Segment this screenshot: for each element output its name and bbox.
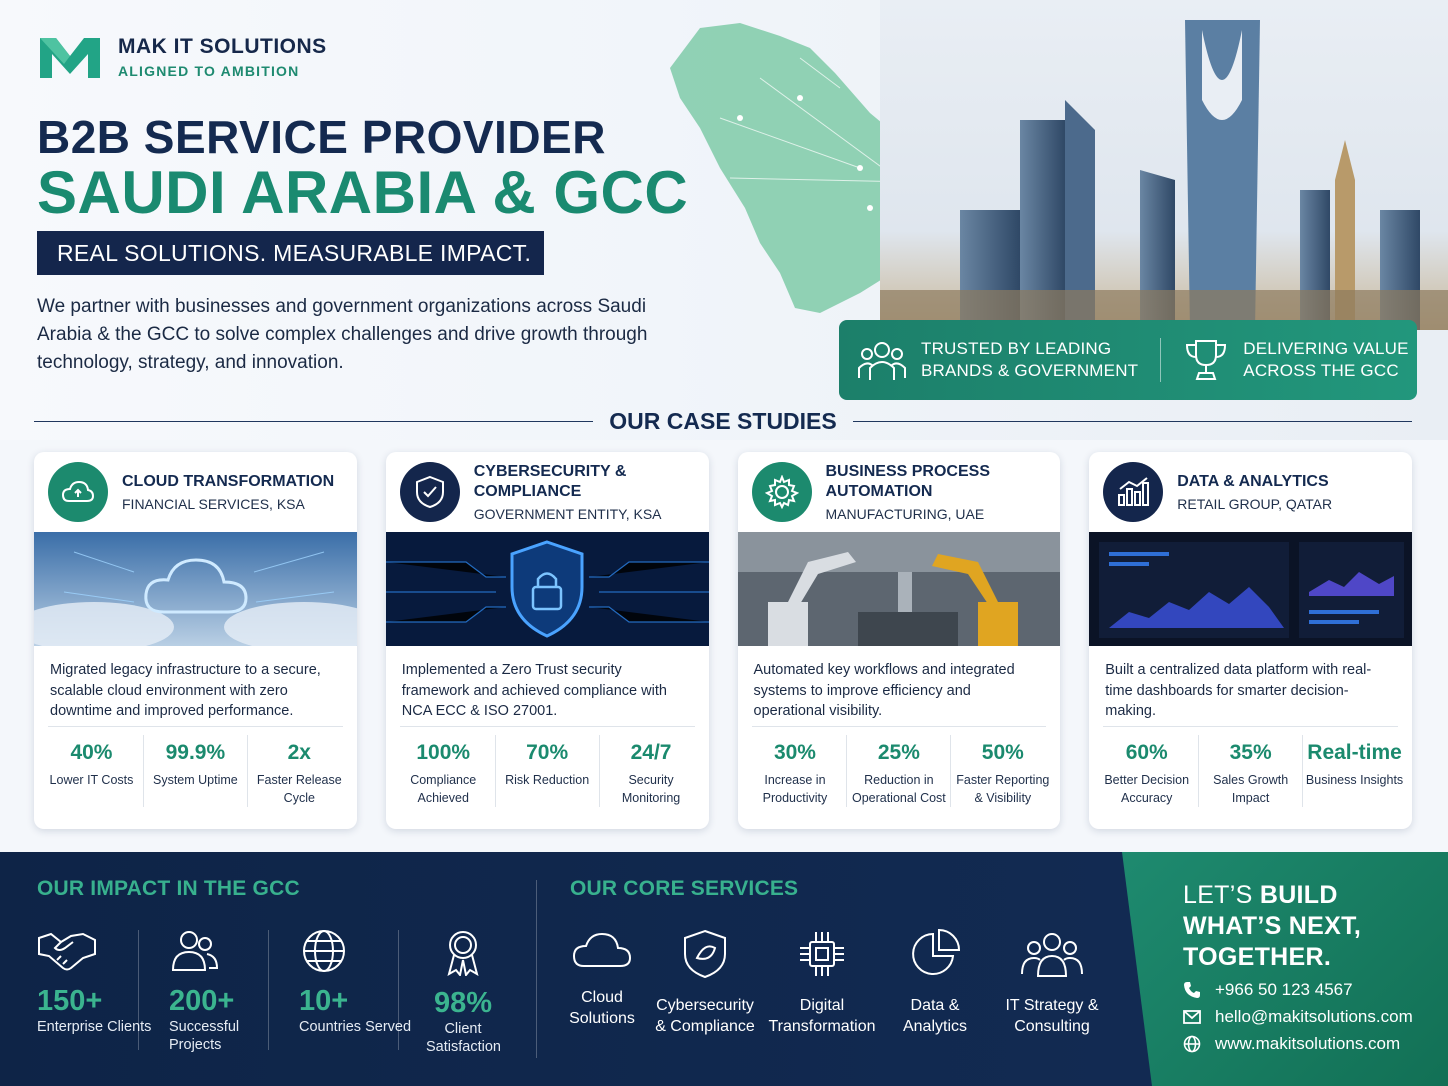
contact-phone[interactable] xyxy=(1183,980,1353,1000)
impact-divider xyxy=(138,930,139,1050)
trust-brands-line1: TRUSTED BY LEADING xyxy=(921,339,1112,358)
impact-item-satisfaction xyxy=(426,928,500,1056)
card-divider xyxy=(400,726,695,727)
people-group-icon xyxy=(857,338,907,382)
case-card-analytics[interactable] xyxy=(1089,452,1412,829)
card-icon-badge xyxy=(400,462,460,522)
stat-item xyxy=(40,735,143,807)
stat-item xyxy=(247,735,351,807)
service-label: Cloud Solutions xyxy=(569,989,635,1027)
brand-logo[interactable] xyxy=(36,32,327,82)
service-item-strategy[interactable] xyxy=(1000,928,1104,1037)
service-item-digital[interactable] xyxy=(768,928,876,1037)
case-card-cybersecurity[interactable] xyxy=(386,452,709,829)
card-icon-badge xyxy=(752,462,812,522)
trophy-icon xyxy=(1183,337,1229,383)
case-studies-title: OUR CASE STUDIES xyxy=(609,408,837,434)
case-card-automation[interactable] xyxy=(738,452,1061,829)
service-item-cloud[interactable] xyxy=(566,928,638,1029)
stat-label: Sales Growth Impact xyxy=(1213,773,1289,805)
trust-value-line2: ACROSS THE GCC xyxy=(1243,361,1399,380)
riyadh-skyline-illustration xyxy=(880,0,1448,330)
card-stats xyxy=(34,735,357,807)
stat-label: Reduction in Operational Cost xyxy=(851,773,946,805)
stat-value: 100% xyxy=(416,741,471,764)
hero-intro: We partner with businesses and government organizations across Saudi Arabia & the GCC to solve complex challenges and drive growth through technology, strategy, and innovation. xyxy=(37,296,648,373)
brand-name: MAK IT SOLUTIONS xyxy=(118,35,327,58)
cta-headline xyxy=(1183,880,1361,973)
impact-value: 150+ xyxy=(37,985,103,1017)
card-header xyxy=(34,452,357,532)
case-study-cards xyxy=(34,452,1412,829)
service-label: Data & Analytics xyxy=(902,997,968,1035)
card-stats xyxy=(386,735,709,807)
case-card-cloud[interactable] xyxy=(34,452,357,829)
stat-item xyxy=(1095,735,1198,807)
team-icon xyxy=(169,928,219,974)
impact-divider xyxy=(398,930,399,1050)
impact-title: OUR IMPACT IN THE GCC xyxy=(37,877,300,900)
trust-brands-line2: BRANDS & GOVERNMENT xyxy=(921,361,1139,380)
section-divider xyxy=(536,880,537,1058)
service-item-cybersecurity[interactable] xyxy=(650,928,760,1037)
card-stats xyxy=(1089,735,1412,807)
trust-divider xyxy=(1160,338,1161,382)
stat-item xyxy=(495,735,599,807)
shield-check-icon xyxy=(415,475,445,509)
hero-tagline: REAL SOLUTIONS. MEASURABLE IMPACT. xyxy=(37,231,544,275)
stat-value: 50% xyxy=(981,741,1024,764)
impact-item-projects xyxy=(169,928,289,1054)
stat-value: 40% xyxy=(70,741,113,764)
trust-item-brands xyxy=(839,338,1138,382)
stat-label: Increase in Productivity xyxy=(762,773,828,805)
phone-icon xyxy=(1183,981,1201,999)
card-description: Built a centralized data platform with real-time dashboards for smarter decision-making. xyxy=(1105,662,1372,719)
stat-item xyxy=(1198,735,1302,807)
stat-value: 24/7 xyxy=(630,741,672,764)
trust-banner xyxy=(839,320,1417,400)
card-divider xyxy=(752,726,1047,727)
stat-value: 99.9% xyxy=(165,741,226,764)
cta-line2: WHAT’S NEXT, xyxy=(1183,912,1362,940)
cloud-icon xyxy=(570,928,634,972)
stat-item xyxy=(599,735,703,807)
globe-icon xyxy=(299,928,349,974)
contact-email[interactable] xyxy=(1183,1007,1413,1027)
service-item-data[interactable] xyxy=(898,928,972,1037)
contact-website[interactable] xyxy=(1183,1034,1400,1054)
stat-value: 70% xyxy=(526,741,569,764)
stat-value: 2x xyxy=(287,741,311,764)
card-subtitle: FINANCIAL SERVICES, KSA xyxy=(122,496,305,512)
card-image-robots xyxy=(738,532,1061,646)
card-subtitle: GOVERNMENT ENTITY, KSA xyxy=(473,506,662,522)
card-title: CYBERSECURITY & COMPLIANCE xyxy=(473,463,627,500)
card-header xyxy=(386,452,709,532)
stat-item xyxy=(143,735,247,807)
card-title: CLOUD TRANSFORMATION xyxy=(122,473,335,490)
card-stats xyxy=(738,735,1061,807)
stat-label: Faster Reporting & Visibility xyxy=(956,773,1050,805)
card-subtitle: MANUFACTURING, UAE xyxy=(825,506,985,522)
impact-divider xyxy=(268,930,269,1050)
stat-item xyxy=(744,735,847,807)
stat-label: Better Decision Accuracy xyxy=(1104,773,1190,805)
impact-label: Client Satisfaction xyxy=(426,1021,501,1055)
stat-value: 35% xyxy=(1229,741,1272,764)
stat-label: System Uptime xyxy=(153,773,238,787)
award-badge-icon xyxy=(443,928,483,976)
pie-chart-icon xyxy=(909,928,961,980)
impact-value: 10+ xyxy=(299,985,349,1017)
card-divider xyxy=(48,726,343,727)
cta-line1-light: LET’S xyxy=(1183,881,1253,909)
website-url: www.makitsolutions.com xyxy=(1215,1034,1401,1053)
card-title: BUSINESS PROCESS AUTOMATION xyxy=(825,463,990,500)
card-icon-badge xyxy=(1103,462,1163,522)
stat-value: 30% xyxy=(773,741,816,764)
services-title: OUR CORE SERVICES xyxy=(570,877,799,900)
card-subtitle: RETAIL GROUP, QATAR xyxy=(1177,496,1333,512)
trust-value-line1: DELIVERING VALUE xyxy=(1243,339,1409,358)
stat-label: Security Monitoring xyxy=(621,773,681,805)
card-header xyxy=(738,452,1061,532)
phone-number: +966 50 123 4567 xyxy=(1215,980,1353,999)
stat-label: Risk Reduction xyxy=(505,773,590,787)
heading-line-left xyxy=(34,421,593,422)
card-image-security xyxy=(386,532,709,646)
trust-item-value xyxy=(1183,337,1408,383)
consulting-group-icon xyxy=(1020,928,1084,980)
stat-label: Faster Release Cycle xyxy=(256,773,342,805)
card-header xyxy=(1089,452,1412,532)
hero-title-line2: SAUDI ARABIA & GCC xyxy=(37,159,689,226)
stat-label: Compliance Achieved xyxy=(410,773,477,805)
stat-item xyxy=(1302,735,1406,807)
card-image-cloud xyxy=(34,532,357,646)
gear-icon xyxy=(765,475,799,509)
hero-title-line1: B2B SERVICE PROVIDER xyxy=(37,111,606,163)
service-label: Cybersecurity & Compliance xyxy=(655,997,755,1035)
chip-icon xyxy=(796,928,848,980)
stat-value: 25% xyxy=(877,741,920,764)
impact-label: Enterprise Clients xyxy=(37,1019,152,1035)
stat-label: Business Insights xyxy=(1305,773,1404,787)
impact-item-countries xyxy=(299,928,419,1036)
impact-item-clients xyxy=(37,928,157,1036)
hero-section xyxy=(0,0,1448,440)
handshake-icon xyxy=(37,928,97,974)
cta-line3: TOGETHER. xyxy=(1183,943,1332,971)
service-label: Digital Transformation xyxy=(768,997,876,1035)
heading-line-right xyxy=(853,421,1412,422)
stat-value: 60% xyxy=(1125,741,1168,764)
card-divider xyxy=(1103,726,1398,727)
card-description: Automated key workflows and integrated systems to improve efficiency and operational visibility. xyxy=(753,662,1015,719)
stat-item xyxy=(846,735,950,807)
card-image-dashboard xyxy=(1089,532,1412,646)
mak-logo-icon xyxy=(36,32,104,82)
impact-value: 200+ xyxy=(169,985,235,1017)
envelope-icon xyxy=(1183,1010,1201,1024)
stat-label: Lower IT Costs xyxy=(49,773,134,787)
email-address: hello@makitsolutions.com xyxy=(1215,1007,1413,1026)
stat-item xyxy=(950,735,1054,807)
cta-line1-bold: BUILD xyxy=(1259,881,1338,909)
card-icon-badge xyxy=(48,462,108,522)
brand-tagline: ALIGNED TO AMBITION xyxy=(118,63,300,79)
impact-label: Countries Served xyxy=(299,1019,412,1035)
globe-icon xyxy=(1183,1035,1201,1053)
case-studies-heading xyxy=(34,408,1412,435)
stat-item xyxy=(392,735,495,807)
impact-label: Successful Projects xyxy=(169,1019,240,1053)
card-description: Migrated legacy infrastructure to a secure, scalable cloud environment with zero downtime and improved performance. xyxy=(50,662,321,719)
service-label: IT Strategy & Consulting xyxy=(1005,997,1099,1035)
card-title: DATA & ANALYTICS xyxy=(1177,473,1329,490)
card-description: Implemented a Zero Trust security framework and achieved compliance with NCA ECC & ISO 27001. xyxy=(401,662,667,719)
bar-chart-icon xyxy=(1116,477,1150,507)
cloud-icon xyxy=(61,479,95,505)
shield-icon xyxy=(681,928,729,980)
impact-value: 98% xyxy=(433,987,493,1019)
stat-value: Real-time xyxy=(1307,741,1402,764)
